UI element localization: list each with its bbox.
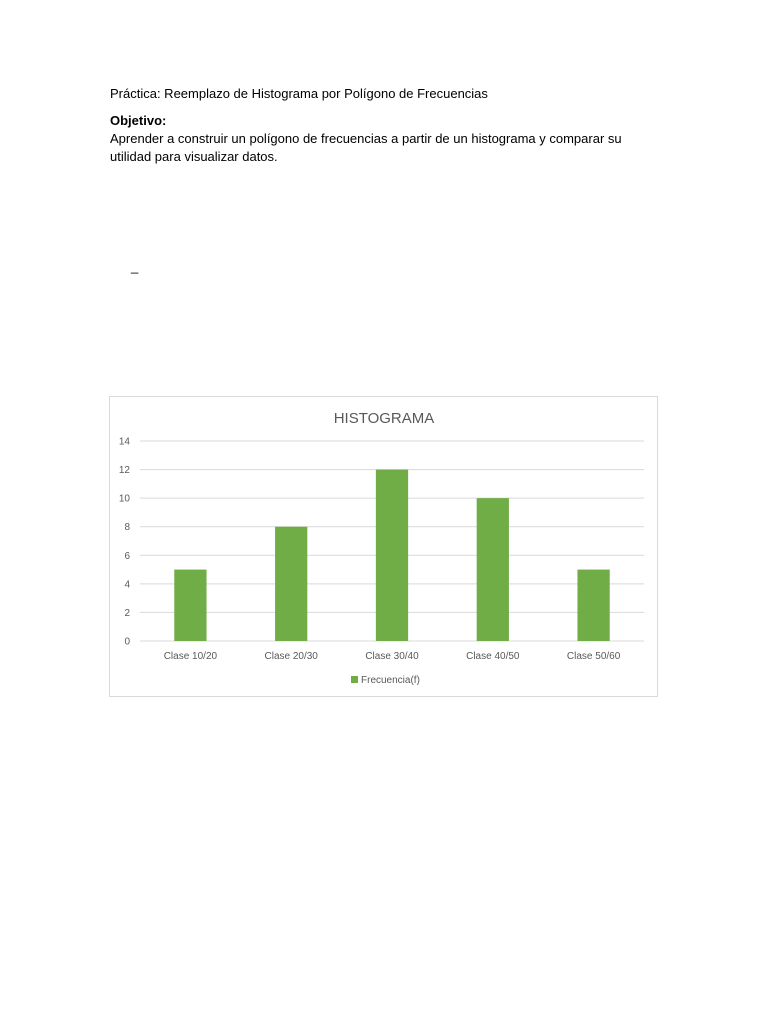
histogram-bar <box>477 498 509 641</box>
objective-heading: Objetivo: <box>110 113 167 128</box>
chart-title: HISTOGRAMA <box>333 410 435 427</box>
y-tick-label: 4 <box>124 579 130 591</box>
y-tick-label: 8 <box>124 522 130 534</box>
y-tick-label: 14 <box>118 436 130 448</box>
x-tick-label: Clase 30/40 <box>365 651 419 662</box>
y-tick-label: 6 <box>124 550 130 562</box>
x-tick-label: Clase 10/20 <box>163 651 218 662</box>
dash-mark: _ <box>131 259 139 274</box>
chart-canvas <box>110 397 657 696</box>
x-axis-ticks <box>164 651 621 662</box>
histogram-chart <box>109 396 658 697</box>
histogram-bar <box>376 470 408 641</box>
legend <box>351 675 420 686</box>
histogram-bar <box>577 570 609 641</box>
y-tick-label: 12 <box>118 465 130 477</box>
histogram-bar <box>275 527 307 641</box>
objective-text: Aprender a construir un polígono de frecuencias a partir de un histograma y comparar su utilidad para visualizar datos. <box>110 131 622 164</box>
y-axis-ticks <box>119 437 131 648</box>
legend-label: Frecuencia(f) <box>361 675 420 686</box>
x-tick-label: Clase 20/30 <box>264 651 318 662</box>
x-tick-label: Clase 40/50 <box>466 651 520 662</box>
y-tick-label: 10 <box>118 493 130 505</box>
legend-swatch <box>351 676 358 683</box>
y-tick-label: 2 <box>124 607 130 619</box>
y-tick-label: 0 <box>124 636 130 648</box>
x-tick-label: Clase 50/60 <box>566 651 621 662</box>
histogram-bar <box>174 570 206 641</box>
document-title: Práctica: Reemplazo de Histograma por Polígono de Frecuencias <box>110 86 488 101</box>
